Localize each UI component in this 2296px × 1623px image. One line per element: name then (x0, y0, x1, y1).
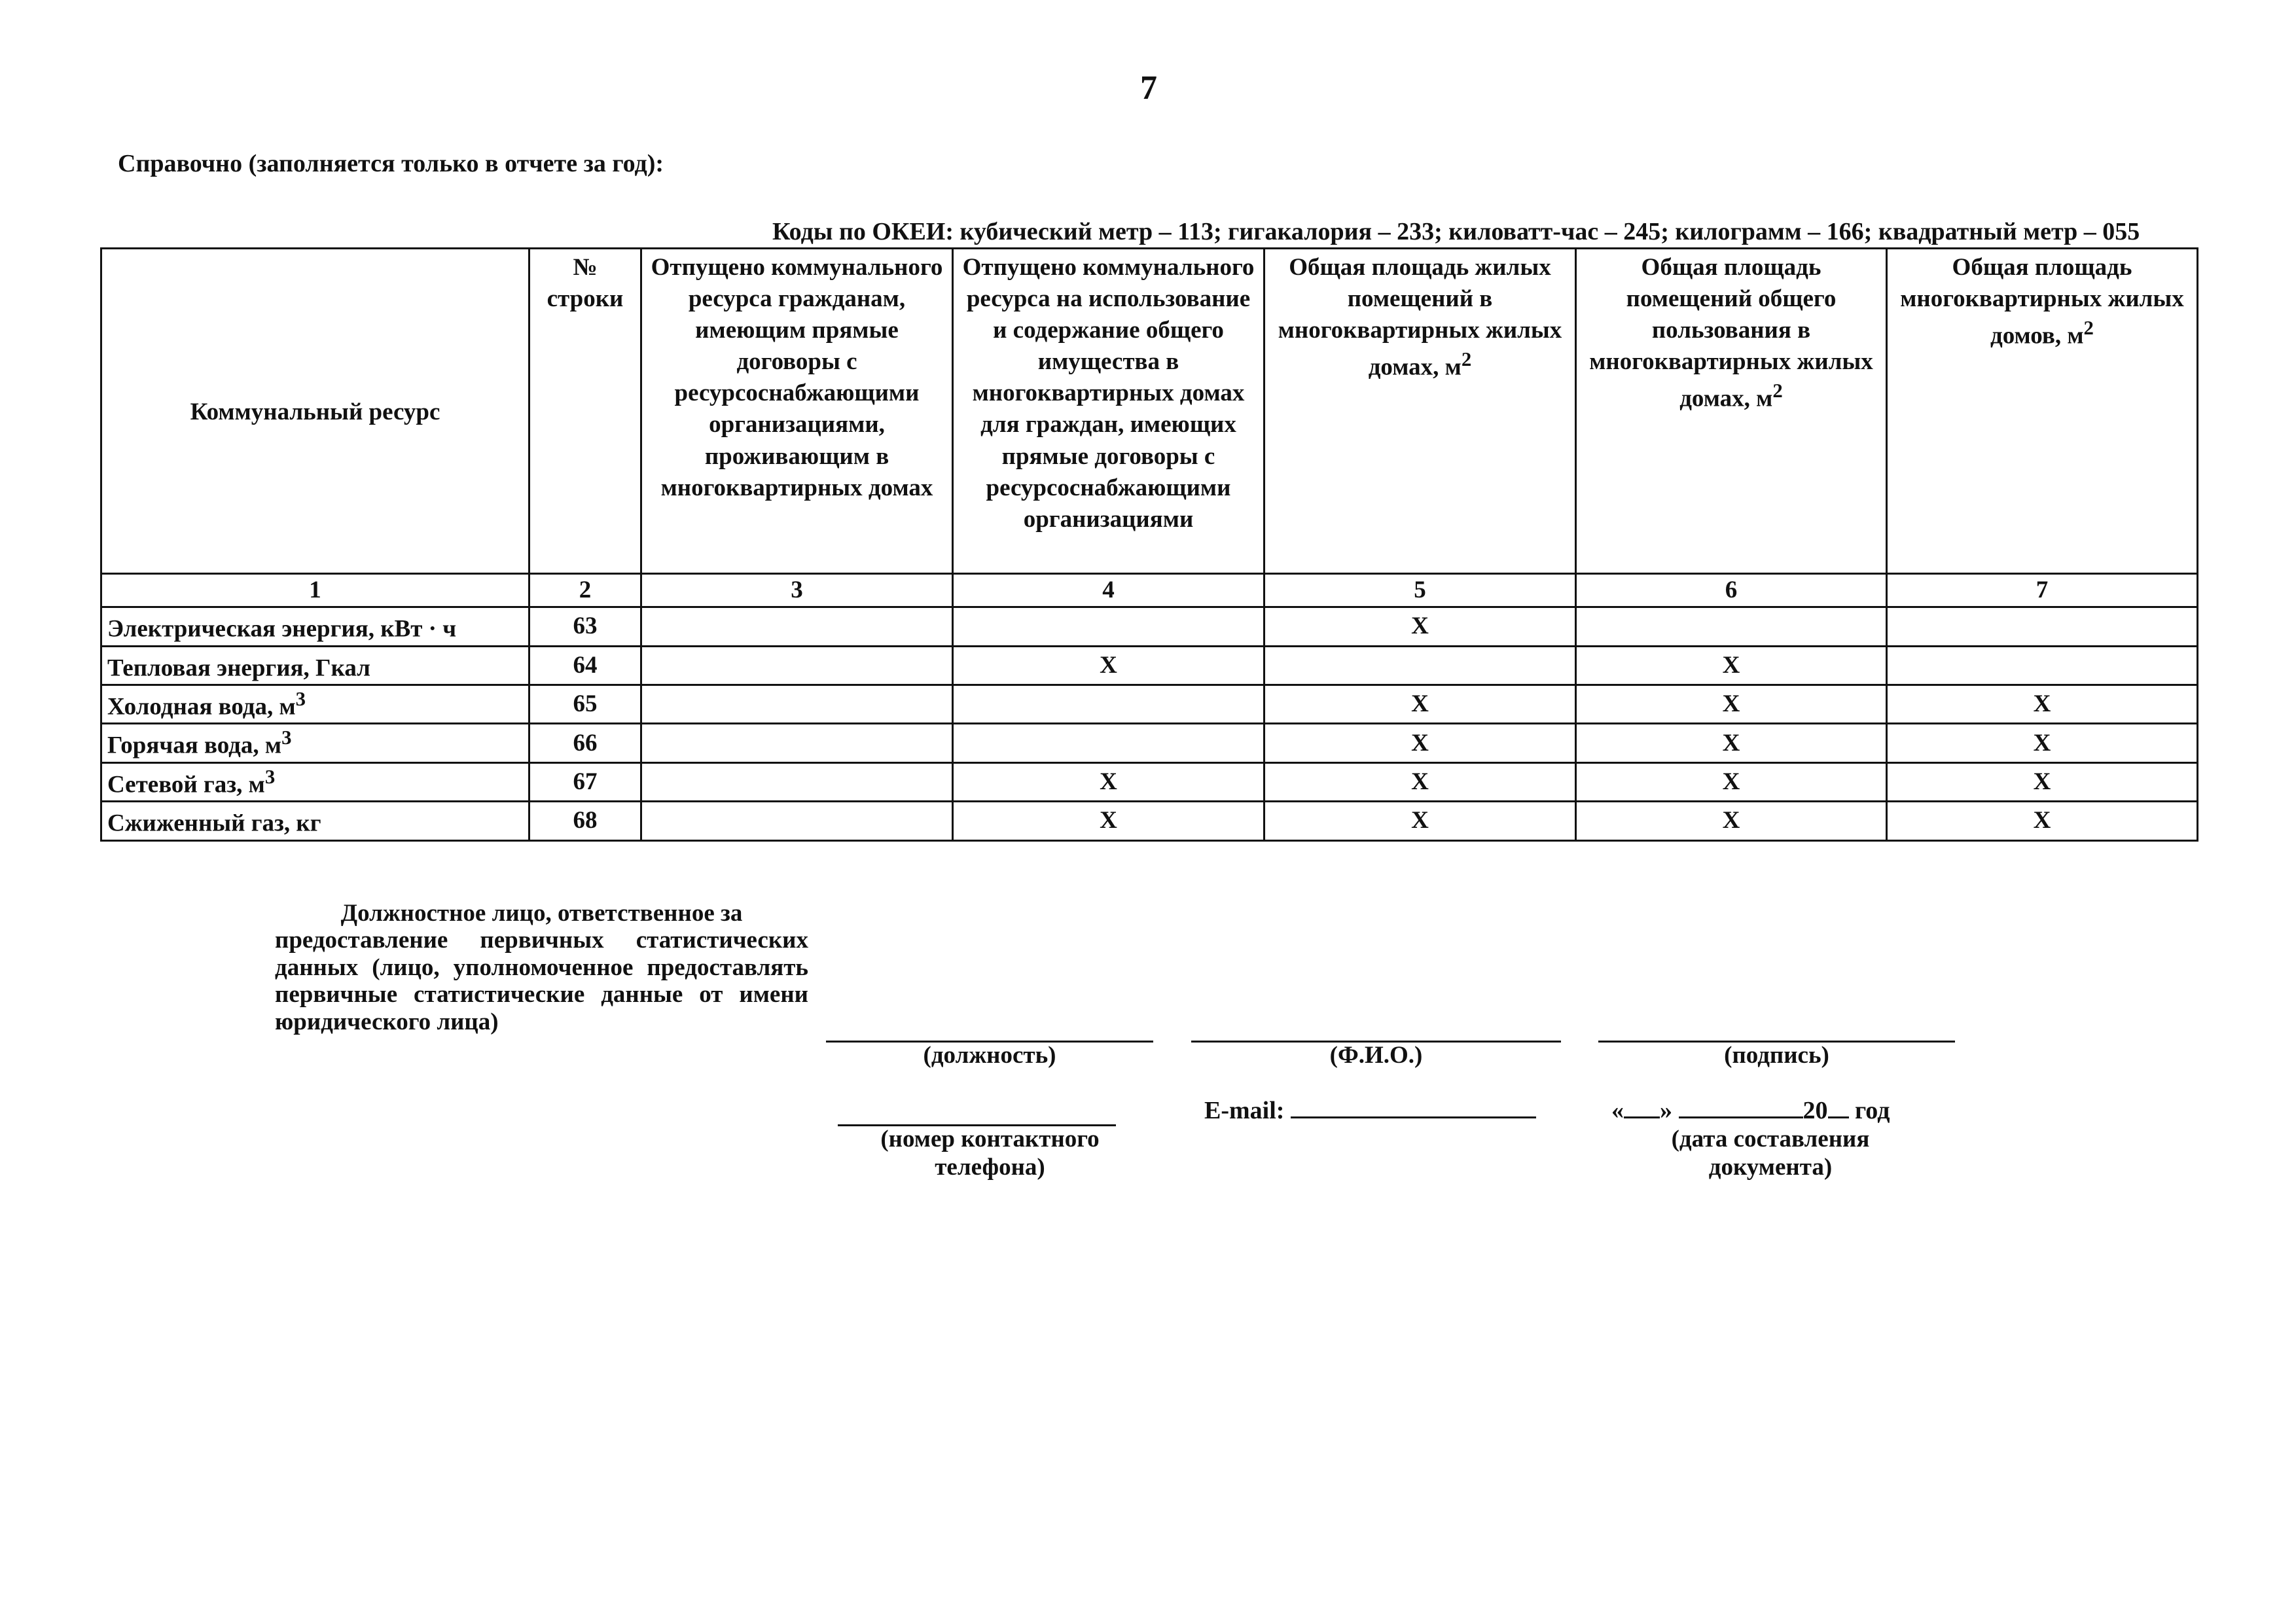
column-number: 6 (1576, 574, 1887, 607)
date-day-line[interactable] (1624, 1116, 1660, 1118)
intro-text: Справочно (заполняется только в отчете за год): (118, 150, 664, 177)
column-number: 5 (1265, 574, 1576, 607)
cell-col3[interactable] (641, 762, 953, 801)
resource-name (101, 802, 529, 840)
email-field (1204, 1096, 1536, 1125)
cell-col3[interactable] (641, 646, 953, 685)
column-number-row (101, 574, 2198, 607)
column-number: 2 (529, 574, 641, 607)
resource-table (100, 247, 2198, 842)
date-label: (дата составления документа) (1671, 1126, 1870, 1181)
header-col7 (1887, 249, 2198, 574)
resource-label: Сжиженный газ, кг (107, 810, 321, 837)
cell-col7: X (1887, 724, 2198, 762)
header-row (101, 249, 2198, 574)
resource-name (101, 607, 529, 646)
responsible-official-text (275, 900, 808, 1035)
header-row-no: № строки (529, 249, 641, 574)
resource-name (101, 685, 529, 723)
header-col7-sup: 2 (2083, 317, 2094, 340)
sign-label: (подпись) (1724, 1042, 1829, 1069)
cell-col7[interactable] (1887, 607, 2198, 646)
resource-name (101, 724, 529, 762)
cell-col6: X (1576, 724, 1887, 762)
date-open-quote: « (1611, 1097, 1624, 1124)
resource-label: Сетевой газ, м (107, 771, 265, 798)
resource-label: Холодная вода, м (107, 693, 296, 721)
fio-label: (Ф.И.О.) (1329, 1042, 1423, 1069)
date-year-prefix: 20 (1803, 1097, 1828, 1124)
line-number: 66 (529, 724, 641, 762)
cell-col4[interactable] (953, 724, 1265, 762)
table-row (101, 802, 2198, 840)
date-year-suffix: год (1855, 1097, 1890, 1124)
cell-col5: X (1265, 685, 1576, 723)
table-row (101, 646, 2198, 685)
position-label: (должность) (923, 1042, 1056, 1069)
cell-col7[interactable] (1887, 646, 2198, 685)
header-col3: Отпущено коммунального ресурса гражданам, имеющим прямые договоры с ресурсоснабжающими организациями, проживающим в многоквартирных домах (641, 249, 953, 574)
cell-col4[interactable] (953, 685, 1265, 723)
cell-col5: X (1265, 762, 1576, 801)
page-number: 7 (1140, 69, 1157, 107)
date-year-line[interactable] (1828, 1116, 1849, 1118)
cell-col5: X (1265, 802, 1576, 840)
header-col5-sup: 2 (1461, 348, 1472, 371)
header-col5 (1265, 249, 1576, 574)
resource-name (101, 762, 529, 801)
resource-sup: 3 (264, 765, 276, 788)
cell-col4[interactable] (953, 607, 1265, 646)
cell-col5: X (1265, 724, 1576, 762)
line-number: 65 (529, 685, 641, 723)
table-row (101, 724, 2198, 762)
cell-col3[interactable] (641, 685, 953, 723)
table-row (101, 762, 2198, 801)
header-resource: Коммунальный ресурс (101, 249, 529, 574)
line-number: 68 (529, 802, 641, 840)
line-number: 64 (529, 646, 641, 685)
okei-codes: Коды по ОКЕИ: кубический метр – 113; гигакалория – 233; киловатт-час – 245; килограмм – 166; квадратный метр – 055 (772, 218, 2140, 245)
cell-col5: X (1265, 607, 1576, 646)
official-first-line: Должностное лицо, ответственное за (340, 900, 743, 927)
phone-label: (номер контактного телефона) (880, 1126, 1100, 1181)
line-number: 63 (529, 607, 641, 646)
cell-col6: X (1576, 802, 1887, 840)
line-number: 67 (529, 762, 641, 801)
cell-col7: X (1887, 802, 2198, 840)
column-number: 7 (1887, 574, 2198, 607)
resource-sup: 3 (295, 687, 306, 710)
header-col6-text: Общая площадь помещений общего пользования в многоквартирных жилых домах, м (1589, 254, 1873, 412)
header-col7-text: Общая площадь многоквартирных жилых домов, м (1900, 254, 2184, 349)
table-row (101, 685, 2198, 723)
date-close-quote: » (1660, 1097, 1672, 1124)
header-col5-text: Общая площадь жилых помещений в многоквартирных жилых домах, м (1278, 254, 1562, 381)
cell-col7: X (1887, 762, 2198, 801)
resource-label: Тепловая энергия, Гкал (107, 654, 370, 681)
header-col6-sup: 2 (1772, 380, 1783, 402)
cell-col7: X (1887, 685, 2198, 723)
date-month-line[interactable] (1679, 1116, 1803, 1118)
resource-label: Горячая вода, м (107, 732, 282, 759)
cell-col4: X (953, 762, 1265, 801)
cell-col6: X (1576, 685, 1887, 723)
cell-col6: X (1576, 646, 1887, 685)
header-col6 (1576, 249, 1887, 574)
cell-col5[interactable] (1265, 646, 1576, 685)
email-label: E-mail: (1204, 1097, 1285, 1124)
table-row (101, 607, 2198, 646)
cell-col4: X (953, 802, 1265, 840)
official-rest: предоставление первичных статистических данных (лицо, уполномоченное предоставлять первичные статистические данные от имени юридического лица) (275, 927, 808, 1035)
cell-col3[interactable] (641, 802, 953, 840)
header-col4: Отпущено коммунального ресурса на использование и содержание общего имущества в многоквартирных домах для граждан, имеющих прямые договоры с ресурсоснабжающими организациями (953, 249, 1265, 574)
resource-name (101, 646, 529, 685)
column-number: 4 (953, 574, 1265, 607)
cell-col4: X (953, 646, 1265, 685)
email-input-line[interactable] (1291, 1116, 1536, 1118)
column-number: 1 (101, 574, 529, 607)
column-number: 3 (641, 574, 953, 607)
cell-col3[interactable] (641, 724, 953, 762)
cell-col6[interactable] (1576, 607, 1887, 646)
resource-sup: 3 (281, 726, 292, 749)
date-field (1611, 1096, 1890, 1125)
cell-col3[interactable] (641, 607, 953, 646)
cell-col6: X (1576, 762, 1887, 801)
resource-label: Электрическая энергия, кВт · ч (107, 615, 457, 643)
